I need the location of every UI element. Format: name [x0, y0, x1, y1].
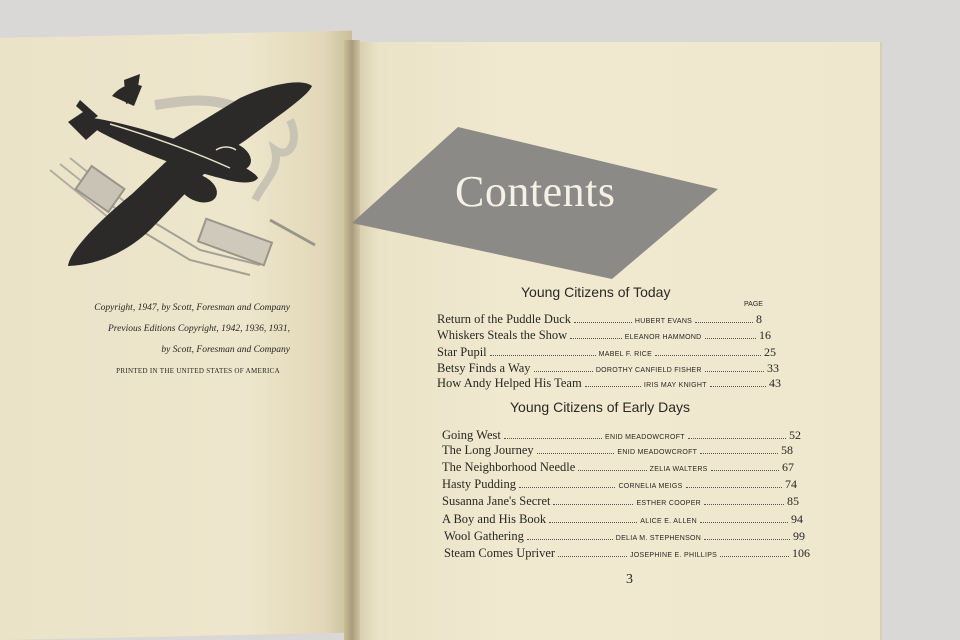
- contents-title: Contents: [455, 167, 616, 216]
- entry-page: 106: [792, 546, 810, 560]
- entry-page: 94: [791, 512, 804, 526]
- toc-entry: [437, 312, 762, 329]
- entry-author: DELIA M. STEPHENSON: [615, 535, 702, 542]
- entry-author: JOSEPHINE E. PHILLIPS: [629, 552, 718, 559]
- toc-entry: [442, 460, 794, 477]
- entry-title: Return of the Puddle Duck: [437, 312, 572, 326]
- entry-title: The Neighborhood Needle: [442, 460, 576, 474]
- entry-author: HUBERT EVANS: [634, 318, 693, 325]
- toc-entry: [437, 376, 781, 393]
- entry-title: A Boy and His Book: [442, 512, 547, 526]
- page-number: 3: [626, 572, 633, 587]
- entry-author: ELEANOR HAMMOND: [624, 334, 702, 341]
- copyright-line: by Scott, Foresman and Company: [161, 345, 290, 355]
- toc-entry: [442, 494, 799, 511]
- entry-page: 85: [787, 494, 799, 508]
- entry-title: Going West: [442, 428, 501, 442]
- toc-entry: [442, 512, 803, 529]
- entry-author: ALICE E. ALLEN: [640, 518, 697, 525]
- entry-page: 52: [789, 428, 802, 442]
- entry-title: How Andy Helped His Team: [437, 376, 582, 390]
- toc-entry: [444, 546, 810, 563]
- copyright-line: Copyright, 1947, by Scott, Foresman and Company: [94, 303, 290, 313]
- entry-author: IRIS MAY KNIGHT: [643, 382, 707, 389]
- section-heading: Young Citizens of Early Days: [510, 399, 691, 415]
- entry-author: CORNELIA MEIGS: [618, 483, 683, 490]
- toc-entry: [444, 529, 805, 546]
- entry-page: 25: [764, 345, 777, 359]
- entry-title: Whiskers Steals the Show: [437, 328, 568, 342]
- entry-page: 33: [767, 361, 780, 375]
- entry-title: Betsy Finds a Way: [437, 361, 531, 375]
- entry-page: 43: [769, 376, 782, 390]
- copyright-block: [40, 298, 290, 382]
- entry-page: 58: [781, 443, 794, 457]
- toc-entry: [437, 345, 776, 362]
- toc-entry: [437, 328, 771, 345]
- entry-author: ENID MEADOWCROFT: [617, 449, 698, 456]
- entry-page: 16: [759, 328, 772, 342]
- page-column-label: PAGE: [744, 301, 763, 308]
- entry-page: 8: [756, 312, 762, 326]
- entry-author: MABEL F. RICE: [598, 351, 653, 358]
- entry-page: 67: [782, 460, 795, 474]
- entry-title: Star Pupil: [437, 345, 487, 359]
- printed-in-line: PRINTED IN THE UNITED STATES OF AMERICA: [116, 367, 280, 375]
- entry-title: Susanna Jane's Secret: [442, 494, 551, 508]
- toc-entry: [442, 443, 793, 460]
- copyright-line: Previous Editions Copyright, 1942, 1936, 1931,: [108, 324, 290, 334]
- entry-title: Hasty Pudding: [442, 477, 516, 491]
- entry-page: 99: [793, 529, 805, 543]
- section-heading: Young Citizens of Today: [521, 284, 671, 300]
- toc-entry: [442, 477, 797, 494]
- entry-author: ENID MEADOWCROFT: [605, 434, 685, 441]
- entry-author: ESTHER COOPER: [636, 500, 702, 507]
- airplane-illustration: [40, 60, 330, 280]
- entry-title: Steam Comes Upriver: [444, 546, 556, 560]
- entry-author: ZELIA WALTERS: [649, 466, 708, 473]
- entry-author: DOROTHY CANFIELD FISHER: [595, 367, 702, 374]
- entry-title: Wool Gathering: [444, 529, 524, 543]
- entry-title: The Long Journey: [442, 443, 534, 457]
- entry-page: 74: [785, 477, 798, 491]
